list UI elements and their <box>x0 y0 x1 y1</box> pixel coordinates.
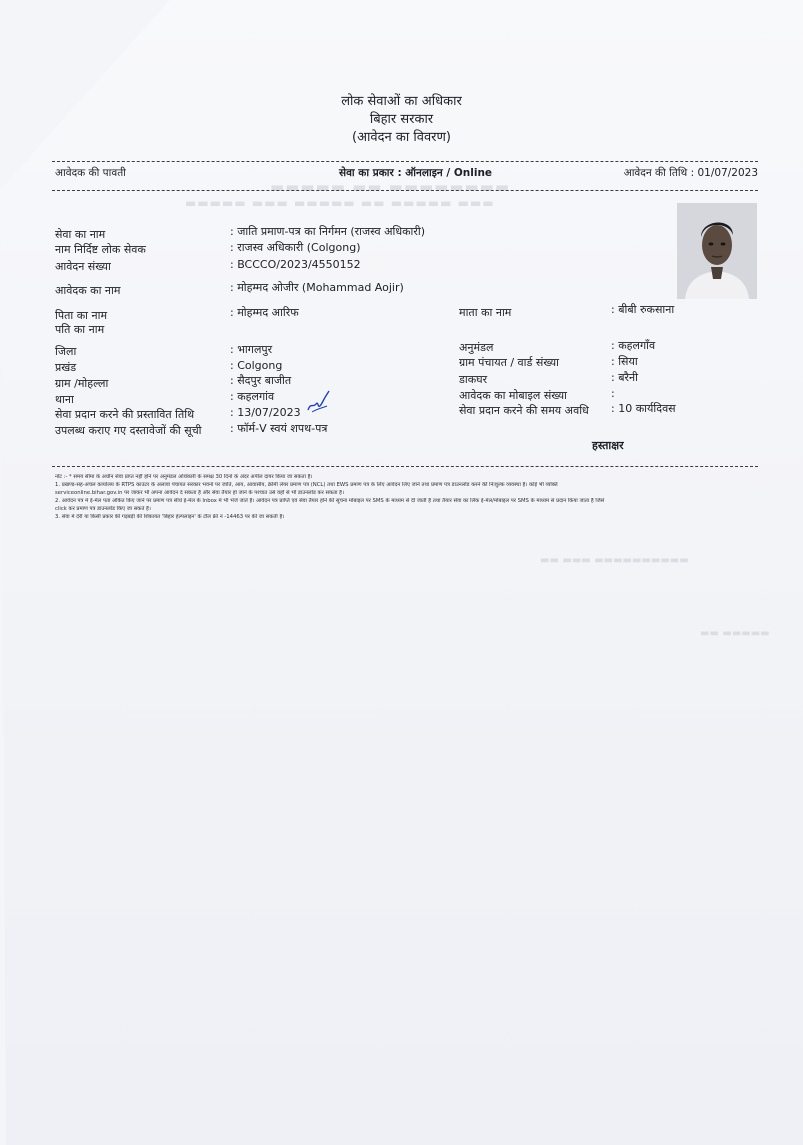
signature-label: हस्ताक्षर <box>592 439 624 452</box>
note-line: serviceonline.bihar.gov.in पर जाकर भी अपना आवेदन दे सकता है और सेवा तैयार हो जाने के पश्चात उसे वहाँ से भी डाउनलोड कर सकता है। <box>55 489 344 496</box>
top-divider <box>52 161 758 162</box>
header-subtitle: (आवेदन का विवरण) <box>352 130 451 145</box>
note-line: 1. प्रखण्ड-सह-अंचल कार्यालय के RTPS काउंटर के अलावा पंचायत सरकार भवनों पर जाति, आय, आवासीय, क्रीमी लेयर प्रमाण पत्र (NCL) तथा EWS प्रमाण पत्र के लिए आवेदन लिए जाने तथा प्रमाण पत्र डाउनलोड करने की निःशुल्क व्यवस्था है। कोई भी व्यक्ति <box>55 481 558 488</box>
husband-name-label: पति का नाम <box>55 323 105 336</box>
note-line: नोट :- * समय सीमा के अधीन सेवा प्राप्त नहीं होने पर अनुमंडल अधिकारी के समक्ष 30 दिनों के अंदर अपील दायर किया जा सकता है। <box>55 474 313 480</box>
documents-value: : फॉर्म-V स्वयं शपथ-पत्र <box>230 422 328 435</box>
village-value: : सैदपुर बाजीत <box>230 374 292 387</box>
applicant-name-label: आवेदक का नाम <box>55 284 121 297</box>
receipt-label: आवेदक की पावती <box>55 167 126 179</box>
application-number-value: : BCCCO/2023/4550152 <box>230 258 361 271</box>
note-line: click कर प्रमाण पत्र डाउनलोड किए जा सकते हैं। <box>55 505 151 512</box>
service-type: सेवा का प्रकार : ऑनलाइन / Online <box>339 167 493 179</box>
mother-name-label: माता का नाम <box>459 306 512 319</box>
designated-officer-label: नाम निर्दिष्ट लोक सेवक <box>55 243 146 256</box>
applicant-photo <box>677 203 757 299</box>
service-period-value: : 10 कार्यदिवस <box>611 402 676 415</box>
service-period-label: सेवा प्रदान करने की समय अवधि <box>459 404 589 417</box>
application-date: आवेदन की तिथि : 01/07/2023 <box>623 167 758 179</box>
meta-row <box>55 166 758 182</box>
document-header <box>0 93 803 147</box>
father-name-label: पिता का नाम <box>55 309 108 322</box>
show-through-text: ▬▬ ▬▬▬▬▬ <box>700 628 770 639</box>
documents-label: उपलब्ध कराए गए दस्तावेजों की सूची <box>55 424 202 437</box>
subdivision-value: : कहलगाँव <box>611 339 656 352</box>
show-through-text: ▬▬▬▬▬ ▬▬▬ ▬▬▬▬▬ ▬▬ ▬▬▬▬▬ ▬▬▬ <box>185 196 495 210</box>
police-station-label: थाना <box>55 393 74 406</box>
notes-divider <box>52 466 758 467</box>
designated-officer-value: : राजस्व अधिकारी (Colgong) <box>230 241 361 254</box>
mother-name-value: : बीबी रुकसाना <box>611 303 675 316</box>
mobile-value: : <box>611 387 615 400</box>
service-name-value: : जाति प्रमाण-पत्र का निर्गमन (राजस्व अधिकारी) <box>230 225 426 238</box>
panchayat-value: : सिया <box>611 355 638 368</box>
post-office-label: डाकघर <box>459 373 488 386</box>
header-title: लोक सेवाओं का अधिकार <box>341 94 462 109</box>
police-station-value: : कहलगांव <box>230 390 275 403</box>
meta-divider <box>52 190 758 191</box>
applicant-name-value: : मोहम्मद ओजीर (Mohammad Aojir) <box>230 281 404 294</box>
header-government: बिहार सरकार <box>369 112 434 127</box>
application-number-label: आवेदन संख्या <box>55 260 111 273</box>
show-through-text: ▬▬ ▬▬▬ ▬▬▬▬▬▬▬▬▬▬ <box>540 555 689 566</box>
proposed-date-label: सेवा प्रदान करने की प्रस्तावित तिथि <box>55 408 195 421</box>
district-value: : भागलपुर <box>230 343 273 356</box>
mobile-label: आवेदक का मोबाइल संख्या <box>459 389 567 402</box>
post-office-value: : बरैनी <box>611 371 638 384</box>
district-label: जिला <box>55 345 77 358</box>
service-name-label: सेवा का नाम <box>55 228 106 241</box>
show-through-text: ▬▬▬▬▬ ▬▬ ▬▬▬▬▬▬▬▬ <box>270 178 511 196</box>
subdivision-label: अनुमंडल <box>459 341 494 354</box>
notes-block <box>55 474 763 521</box>
proposed-date-value: : 13/07/2023 <box>230 406 301 419</box>
panchayat-label: ग्राम पंचायत / वार्ड संख्या <box>459 356 560 369</box>
note-line: 2. आवेदन पत्र में ई-मेल पता अंकित किए जाने पर प्रमाण पत्र सीधे ई-मेल के Inbox में भी भेजे जाते हैं। आवेदन पत्र प्राप्ति एवं सेवा तैयार होने की सूचना मोबाइल पर SMS के माध्यम से दी जाती है तथा तैयार सेवा का लिंक ई-मेल/मोबाइल पर SMS के माध्यम से प्रदान किया जाता है जिसे <box>55 497 605 504</box>
note-line: 3. सेवा में देरी या किसी प्रकार की गड़बड़ी की शिकायत 'बिहार हेल्पलाइन' के टॉल फ्री नं -14463 पर की जा सकती है। <box>55 513 285 520</box>
block-label: प्रखंड <box>55 361 77 374</box>
father-name-value: : मोहम्मद आरिफ <box>230 306 299 319</box>
signature-mark <box>305 388 333 416</box>
block-value: : Colgong <box>230 359 283 372</box>
village-label: ग्राम /मोहल्ला <box>55 377 109 390</box>
